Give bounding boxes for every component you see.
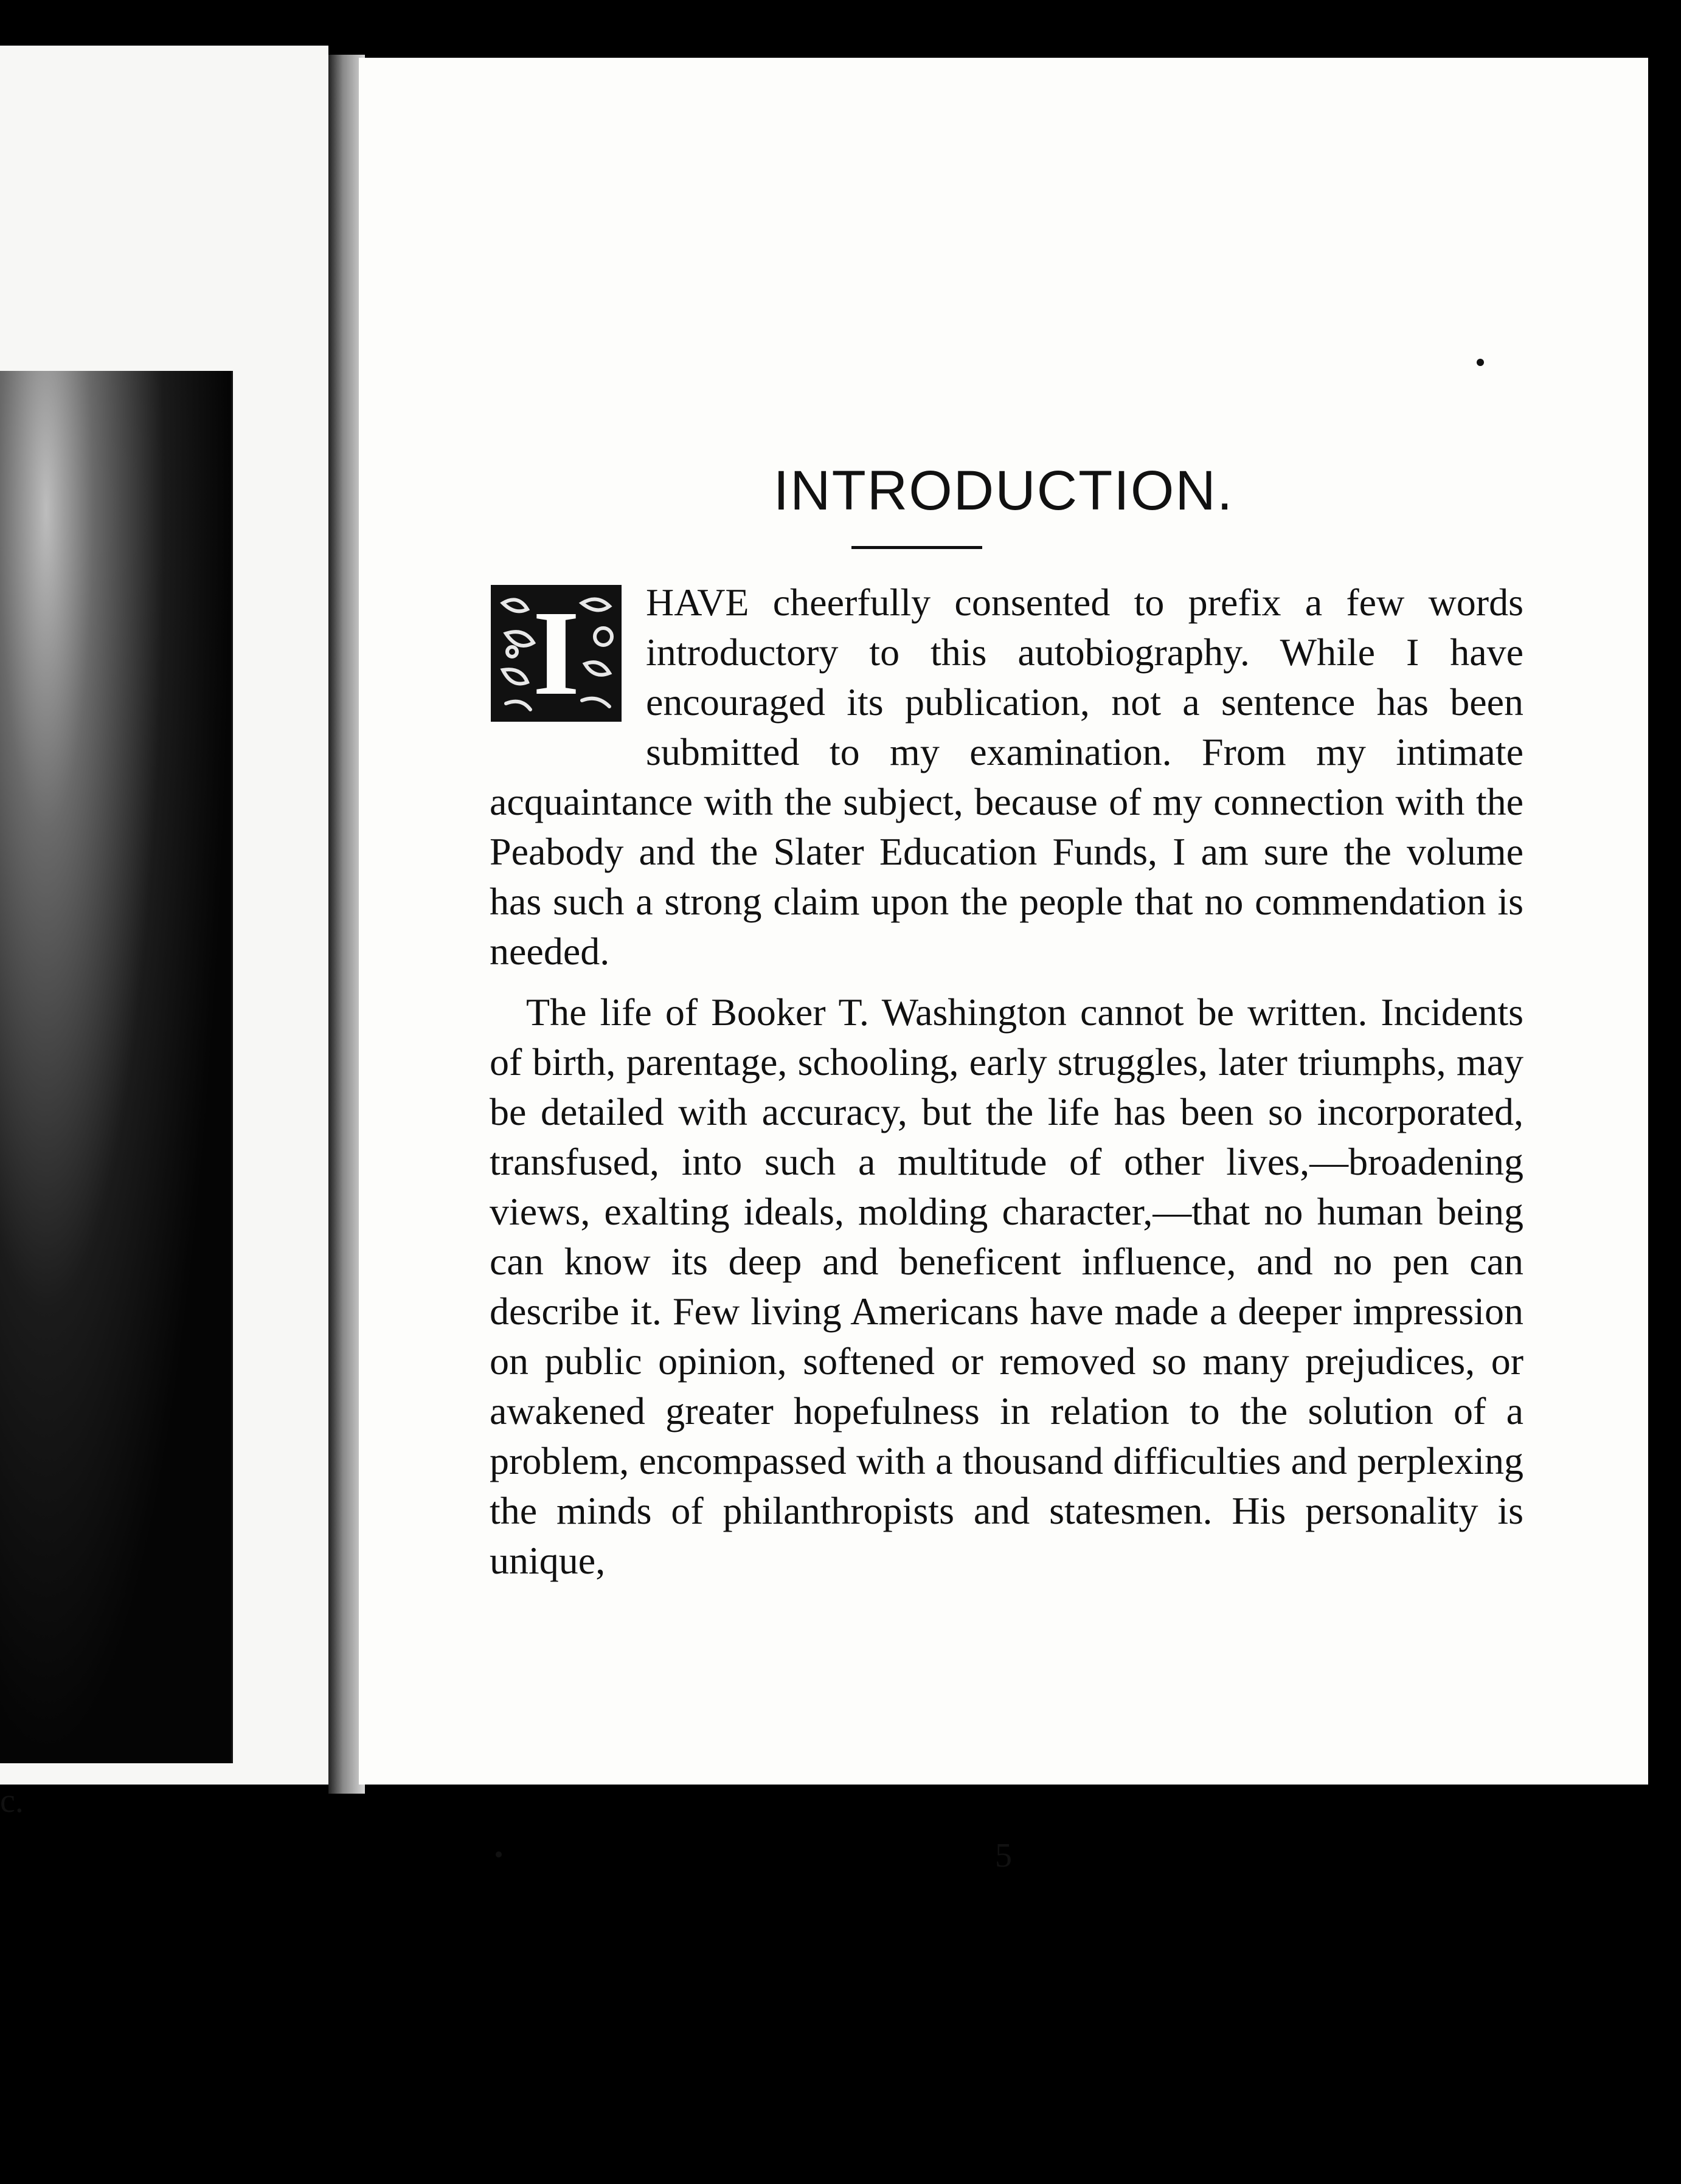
decorative-drop-cap	[491, 585, 622, 722]
paragraph-1: HAVE cheerfully consented to prefix a few words introductory to this autobiography. While I have encouraged its publication, not a sentence has been submitted to my examination. From my intimate acquaintance with the subject, because of my connection with the Peabody and the Slater Education Funds, I am sure the volume has such a strong claim upon the people that no commendation is needed.	[490, 581, 1523, 973]
right-page	[359, 58, 1648, 1875]
paragraph-2: The life of Booker T. Washington cannot be written. Incidents of birth, parentage, schooling, early struggles, later triumphs, may be detailed with accuracy, but the life has been so incorporated, transfused, into such a multitude of other lives,—broadening views, exalting ideals, molding character,—that no human being can know its deep and beneficent influence, and no pen can describe it. Few living Americans have made a deeper impression on public opinion, softened or removed so many prejudices, or awakened greater hopefulness in relation to the solution of a problem, encompassed with a thousand difficulties and perplexing the minds of philanthropists and statesmen. His personality is unique,	[490, 990, 1523, 1582]
page-title: INTRODUCTION.	[773, 460, 1234, 522]
plate-caption-fragment: c.	[0, 1782, 24, 1820]
introduction-text	[490, 578, 1523, 1586]
page-number: 5	[995, 1837, 1012, 1875]
page-speck	[1477, 359, 1484, 366]
drop-cap-letter: I	[532, 586, 580, 721]
title-rule	[851, 546, 982, 549]
left-facing-page	[0, 46, 328, 1785]
portrait-plate	[0, 371, 233, 1763]
